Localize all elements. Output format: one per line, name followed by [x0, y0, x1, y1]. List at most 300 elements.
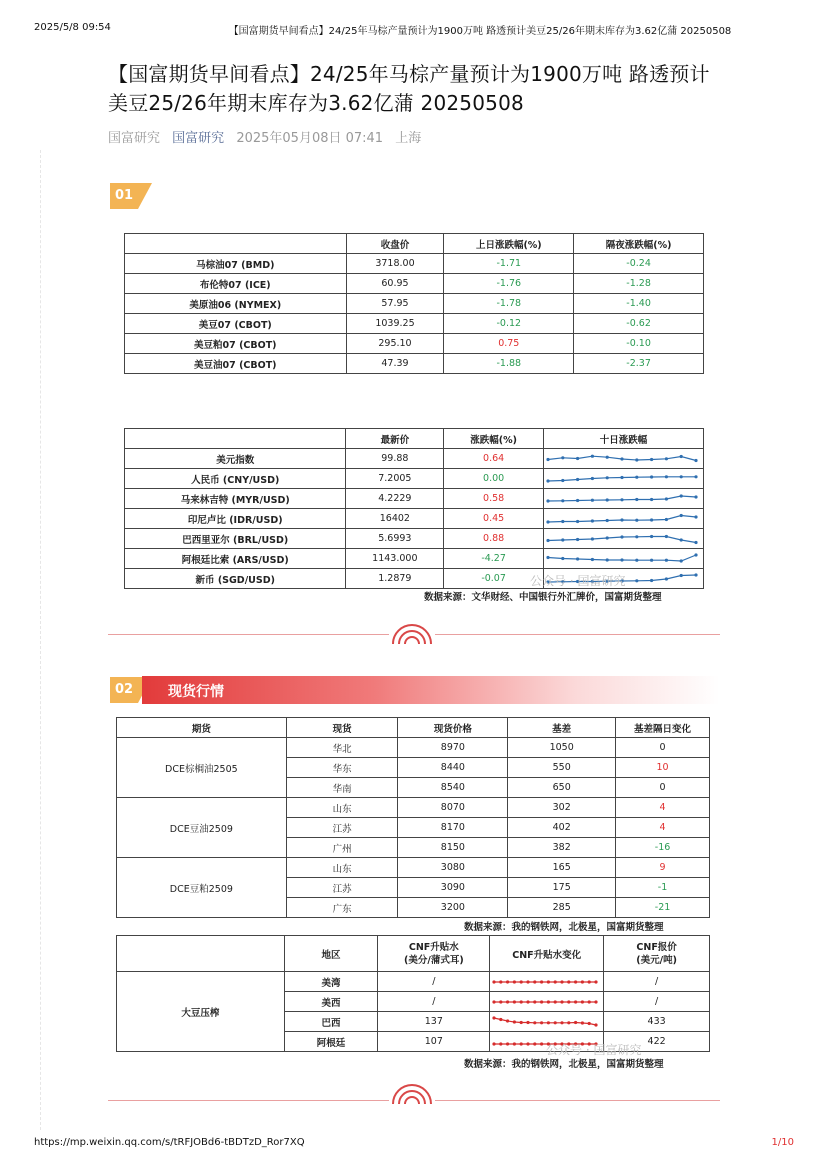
basis: 175 [508, 878, 616, 898]
sparkline-point [533, 1021, 536, 1024]
sparkline-point [499, 1017, 502, 1020]
sparkline-point [546, 538, 549, 541]
sparkline-point [513, 1020, 516, 1023]
sparkline-point [665, 534, 668, 537]
sparkline-point [493, 1016, 496, 1019]
cnf-premium: / [378, 972, 490, 992]
col-header-name [125, 429, 346, 449]
sparkline-point [635, 579, 638, 582]
change-percent: 0.00 [444, 469, 544, 489]
sparkline [544, 450, 700, 468]
sparkline-point [606, 498, 609, 501]
sparkline-point [620, 535, 623, 538]
sparkline-point [493, 980, 496, 983]
article-author: 国富研究 [108, 131, 161, 146]
premium-trend-cell [490, 992, 604, 1012]
sparkline-point [546, 457, 549, 460]
sparkline-point [533, 980, 536, 983]
basis-change: 4 [616, 798, 710, 818]
change-percent: -0.07 [444, 569, 544, 589]
sparkline-point [606, 518, 609, 521]
prev-day-change: 0.75 [444, 334, 574, 354]
article-meta [108, 127, 429, 146]
ten-day-trend-cell [544, 469, 704, 489]
sparkline-point [561, 499, 564, 502]
sparkline-point [650, 457, 653, 460]
basis: 285 [508, 898, 616, 918]
publish-location: 上海 [395, 131, 422, 146]
article-title: 【国富期货早间看点】24/25年马棕产量预计为1900万吨 路透预计美豆25/26年期末库存为3.62亿蒲 20250508 [108, 62, 710, 115]
contract-name: 美豆粕07 (CBOT) [125, 334, 347, 354]
fx-source-note: 数据来源：文华财经、中国银行外汇牌价，国富期货整理 [424, 592, 662, 603]
col-header-premium: CNF升贴水 (美分/蒲式耳) [378, 936, 490, 972]
sparkline-point [635, 458, 638, 461]
basis: 382 [508, 838, 616, 858]
table-row [125, 294, 704, 314]
table-row [125, 449, 704, 469]
close-price: 47.39 [346, 354, 444, 374]
contract-name: 美豆油07 (CBOT) [125, 354, 347, 374]
table-header-row [125, 429, 704, 449]
section-02-title: 现货行情 [168, 684, 224, 700]
table-row [125, 354, 704, 374]
basis-change: -16 [616, 838, 710, 858]
sparkline-point [527, 1042, 530, 1045]
sparkline [490, 1013, 600, 1031]
sparkline-point [574, 1000, 577, 1003]
table-row [117, 972, 710, 992]
sparkline-point [513, 1000, 516, 1003]
col-header-spot: 现货 [286, 718, 398, 738]
spot-region: 山东 [286, 798, 398, 818]
latest-price: 7.2005 [346, 469, 444, 489]
cnf-price: 422 [604, 1032, 710, 1052]
sparkline-point [506, 980, 509, 983]
sparkline-point [620, 518, 623, 521]
overnight-change: -1.28 [574, 274, 704, 294]
sparkline-point [620, 475, 623, 478]
sparkline-point [635, 497, 638, 500]
sparkline-point [588, 1021, 591, 1024]
spot-region: 江苏 [286, 818, 398, 838]
ten-day-trend-cell [544, 529, 704, 549]
sparkline-point [561, 980, 564, 983]
latest-price: 99.88 [346, 449, 444, 469]
contract-name: 美原油06 (NYMEX) [125, 294, 347, 314]
prev-day-change: -0.12 [444, 314, 574, 334]
sparkline-point [540, 1042, 543, 1045]
sparkline [544, 510, 700, 528]
sparkline-point [581, 1021, 584, 1024]
spot-region: 广东 [286, 898, 398, 918]
futures-contract: DCE棕榈油2505 [117, 738, 287, 798]
sparkline-point [680, 513, 683, 516]
col-header-premium-change: CNF升贴水变化 [490, 936, 604, 972]
col-header-close: 收盘价 [346, 234, 444, 254]
sparkline-point [595, 1023, 598, 1026]
basis-change: 0 [616, 738, 710, 758]
sparkline [544, 490, 700, 508]
sparkline-point [680, 454, 683, 457]
divider-ornament-icon [389, 620, 435, 644]
spot-source-note: 数据来源：我的钢铁网，北极星，国富期货整理 [464, 922, 664, 933]
sparkline-point [650, 578, 653, 581]
print-datetime: 2025/5/8 09:54 [34, 22, 111, 33]
sparkline-point [547, 980, 550, 983]
spot-price: 3200 [398, 898, 508, 918]
sparkline-point [576, 537, 579, 540]
overnight-change: -2.37 [574, 354, 704, 374]
sparkline-point [547, 1000, 550, 1003]
sparkline-point [650, 497, 653, 500]
fx-table [124, 428, 704, 589]
col-header-name [125, 234, 347, 254]
table-row [125, 469, 704, 489]
spot-price: 3080 [398, 858, 508, 878]
sparkline-point [650, 558, 653, 561]
close-price: 295.10 [346, 334, 444, 354]
sparkline-point [680, 538, 683, 541]
sparkline-point [591, 476, 594, 479]
sparkline-point [561, 556, 564, 559]
sparkline-point [561, 456, 564, 459]
sparkline-point [606, 558, 609, 561]
sparkline-point [493, 1000, 496, 1003]
ten-day-trend-cell [544, 549, 704, 569]
sparkline-point [506, 1042, 509, 1045]
sparkline-point [694, 553, 697, 556]
table-row [125, 549, 704, 569]
sparkline-point [499, 1042, 502, 1045]
table-row [125, 489, 704, 509]
table-row [117, 858, 710, 878]
premium-trend-cell [490, 972, 604, 992]
sparkline-point [527, 980, 530, 983]
currency-name: 阿根廷比索 (ARS/USD) [125, 549, 346, 569]
latest-price: 1143.000 [346, 549, 444, 569]
change-percent: 0.88 [444, 529, 544, 549]
overnight-change: -0.62 [574, 314, 704, 334]
sparkline-point [520, 1000, 523, 1003]
latest-price: 5.6993 [346, 529, 444, 549]
sparkline [544, 550, 700, 568]
sparkline [544, 530, 700, 548]
divider-ornament-icon [389, 1080, 435, 1104]
sparkline-point [665, 457, 668, 460]
cnf-premium: 107 [378, 1032, 490, 1052]
sparkline-point [581, 1000, 584, 1003]
sparkline-point [546, 555, 549, 558]
latest-price: 16402 [346, 509, 444, 529]
spot-region: 华东 [286, 758, 398, 778]
sparkline-point [591, 557, 594, 560]
currency-name: 巴西里亚尔 (BRL/USD) [125, 529, 346, 549]
basis: 550 [508, 758, 616, 778]
basis-change: -1 [616, 878, 710, 898]
currency-name: 印尼卢比 (IDR/USD) [125, 509, 346, 529]
sparkline-point [665, 577, 668, 580]
contract-name: 美豆07 (CBOT) [125, 314, 347, 334]
watermark: 公众号 · 国富研究 [530, 574, 626, 588]
sparkline-point [620, 457, 623, 460]
premium-trend-cell [490, 1012, 604, 1032]
sparkline-point [680, 559, 683, 562]
sparkline-point [576, 557, 579, 560]
account-link[interactable]: 国富研究 [172, 131, 225, 146]
sparkline-point [665, 475, 668, 478]
table-row [125, 254, 704, 274]
col-header-basis-change: 基差隔日变化 [616, 718, 710, 738]
sparkline-point [606, 536, 609, 539]
ten-day-trend-cell [544, 509, 704, 529]
close-price: 60.95 [346, 274, 444, 294]
section-number: 02 [110, 677, 138, 703]
overnight-change: -0.24 [574, 254, 704, 274]
sparkline-point [554, 1000, 557, 1003]
sparkline-point [635, 518, 638, 521]
col-header-cnf-price: CNF报价 (美元/吨) [604, 936, 710, 972]
sparkline-point [591, 519, 594, 522]
sparkline-point [520, 1020, 523, 1023]
spot-price: 8170 [398, 818, 508, 838]
sparkline-point [561, 1000, 564, 1003]
section-slash-decoration [138, 183, 152, 209]
spot-region: 华北 [286, 738, 398, 758]
sparkline-point [554, 1021, 557, 1024]
spot-region: 江苏 [286, 878, 398, 898]
col-header-basis: 基差 [508, 718, 616, 738]
sparkline-point [694, 515, 697, 518]
sparkline-point [665, 517, 668, 520]
prev-day-change: -1.71 [444, 254, 574, 274]
sparkline-point [694, 495, 697, 498]
sparkline [490, 993, 600, 1011]
sparkline-point [540, 1021, 543, 1024]
sparkline-point [606, 455, 609, 458]
table-row [125, 334, 704, 354]
change-percent: 0.58 [444, 489, 544, 509]
sparkline-point [680, 494, 683, 497]
close-price: 3718.00 [346, 254, 444, 274]
sparkline-point [665, 558, 668, 561]
section-02-title-bar [142, 676, 720, 704]
currency-name: 新币 (SGD/USD) [125, 569, 346, 589]
close-price: 57.95 [346, 294, 444, 314]
table-row [125, 274, 704, 294]
sparkline-point [513, 1042, 516, 1045]
print-page-number: 1/10 [771, 1137, 794, 1148]
sparkline-point [576, 456, 579, 459]
sparkline-point [694, 540, 697, 543]
sparkline-point [546, 499, 549, 502]
sparkline-point [520, 1042, 523, 1045]
basis: 1050 [508, 738, 616, 758]
ten-day-trend-cell [544, 449, 704, 469]
cnf-premium: / [378, 992, 490, 1012]
cnf-premium: 137 [378, 1012, 490, 1032]
sparkline-point [540, 1000, 543, 1003]
sparkline-point [499, 1000, 502, 1003]
close-price: 1039.25 [346, 314, 444, 334]
col-header-blank [117, 936, 285, 972]
sparkline-point [574, 980, 577, 983]
sparkline-point [527, 1020, 530, 1023]
prev-day-change: -1.78 [444, 294, 574, 314]
col-header-region: 地区 [284, 936, 378, 972]
sparkline-point [561, 519, 564, 522]
sparkline-point [574, 1020, 577, 1023]
sparkline-point [533, 1000, 536, 1003]
sparkline-point [576, 519, 579, 522]
sparkline-point [595, 980, 598, 983]
spot-region: 广州 [286, 838, 398, 858]
basis: 650 [508, 778, 616, 798]
basis-change: 4 [616, 818, 710, 838]
sparkline-point [680, 475, 683, 478]
table-row [117, 798, 710, 818]
sparkline-point [561, 538, 564, 541]
cnf-price: / [604, 992, 710, 1012]
table-header-row [117, 936, 710, 972]
sparkline-point [546, 479, 549, 482]
col-header-ten-day: 十日涨跌幅 [544, 429, 704, 449]
futures-table [124, 233, 704, 374]
sparkline-point [561, 1021, 564, 1024]
spot-region: 华南 [286, 778, 398, 798]
sparkline-point [576, 498, 579, 501]
contract-name: 布伦特07 (ICE) [125, 274, 347, 294]
col-header-futures: 期货 [117, 718, 287, 738]
futures-contract: DCE豆油2509 [117, 798, 287, 858]
basis-change: 9 [616, 858, 710, 878]
spot-table [116, 717, 710, 918]
table-header-row [117, 718, 710, 738]
sparkline [544, 470, 700, 488]
spot-price: 8970 [398, 738, 508, 758]
sparkline-point [694, 573, 697, 576]
basis: 302 [508, 798, 616, 818]
spot-price: 8070 [398, 798, 508, 818]
prev-day-change: -1.88 [444, 354, 574, 374]
col-header-night-change: 隔夜涨跌幅(%) [574, 234, 704, 254]
spot-price: 8440 [398, 758, 508, 778]
crush-group: 大豆压榨 [117, 972, 285, 1052]
ten-day-trend-cell [544, 489, 704, 509]
overnight-change: -1.40 [574, 294, 704, 314]
change-percent: 0.64 [444, 449, 544, 469]
table-row [125, 314, 704, 334]
col-header-change: 涨跌幅(%) [444, 429, 544, 449]
publish-date: 2025年05月08日 07:41 [236, 131, 384, 146]
sparkline-point [588, 1000, 591, 1003]
sparkline-point [650, 518, 653, 521]
cnf-region: 美西 [284, 992, 378, 1012]
sparkline-point [694, 458, 697, 461]
sparkline-point [554, 980, 557, 983]
table-header-row [125, 234, 704, 254]
latest-price: 1.2879 [346, 569, 444, 589]
sparkline-point [591, 537, 594, 540]
currency-name: 人民币 (CNY/USD) [125, 469, 346, 489]
sparkline-point [540, 980, 543, 983]
sparkline-point [680, 573, 683, 576]
prev-day-change: -1.76 [444, 274, 574, 294]
col-header-prev-change: 上日涨跌幅(%) [444, 234, 574, 254]
watermark: 公众号 · 国富研究 [546, 1043, 642, 1057]
overnight-change: -0.10 [574, 334, 704, 354]
sparkline-point [588, 980, 591, 983]
futures-contract: DCE豆粕2509 [117, 858, 287, 918]
sparkline-point [620, 558, 623, 561]
sparkline-point [506, 1000, 509, 1003]
cnf-price: / [604, 972, 710, 992]
sparkline-point [650, 534, 653, 537]
cnf-price: 433 [604, 1012, 710, 1032]
basis: 165 [508, 858, 616, 878]
sparkline-point [567, 980, 570, 983]
contract-name: 马棕油07 (BMD) [125, 254, 347, 274]
spot-price: 3090 [398, 878, 508, 898]
sparkline-point [635, 535, 638, 538]
cnf-table [116, 935, 710, 1052]
sparkline [490, 973, 600, 991]
sparkline-point [561, 478, 564, 481]
change-percent: -4.27 [444, 549, 544, 569]
table-row [125, 529, 704, 549]
sparkline-point [576, 477, 579, 480]
sparkline-point [620, 498, 623, 501]
cnf-region: 巴西 [284, 1012, 378, 1032]
table-row [125, 509, 704, 529]
sparkline-point [546, 520, 549, 523]
sparkline-point [650, 475, 653, 478]
currency-name: 马来林吉特 (MYR/USD) [125, 489, 346, 509]
sparkline-point [520, 980, 523, 983]
sparkline-point [595, 1000, 598, 1003]
sparkline-point [591, 498, 594, 501]
cnf-source-note: 数据来源：我的钢铁网，北极星，国富期货整理 [464, 1059, 664, 1070]
latest-price: 4.2229 [346, 489, 444, 509]
sparkline-point [591, 454, 594, 457]
sparkline-point [635, 558, 638, 561]
cnf-region: 阿根廷 [284, 1032, 378, 1052]
sparkline-point [533, 1042, 536, 1045]
col-header-spot-price: 现货价格 [398, 718, 508, 738]
print-title: 【国富期货早间看点】24/25年马棕产量预计为1900万吨 路透预计美豆25/26年期末库存为3.62亿蒲 20250508 [228, 26, 732, 37]
spot-price: 8150 [398, 838, 508, 858]
cnf-region: 美湾 [284, 972, 378, 992]
sparkline-point [694, 475, 697, 478]
sparkline-point [527, 1000, 530, 1003]
spot-region: 山东 [286, 858, 398, 878]
sparkline-point [567, 1000, 570, 1003]
sparkline-point [493, 1042, 496, 1045]
left-guide-line [40, 150, 41, 1130]
section-number: 01 [110, 183, 138, 209]
sparkline-point [499, 980, 502, 983]
basis-change: -21 [616, 898, 710, 918]
basis-change: 0 [616, 778, 710, 798]
spot-price: 8540 [398, 778, 508, 798]
sparkline-point [635, 475, 638, 478]
sparkline-point [665, 497, 668, 500]
print-url: https://mp.weixin.qq.com/s/tRFJOBd6-tBDTzD_Ror7XQ [34, 1137, 305, 1148]
sparkline-point [547, 1021, 550, 1024]
basis: 402 [508, 818, 616, 838]
col-header-latest: 最新价 [346, 429, 444, 449]
sparkline-point [513, 980, 516, 983]
sparkline-point [606, 476, 609, 479]
